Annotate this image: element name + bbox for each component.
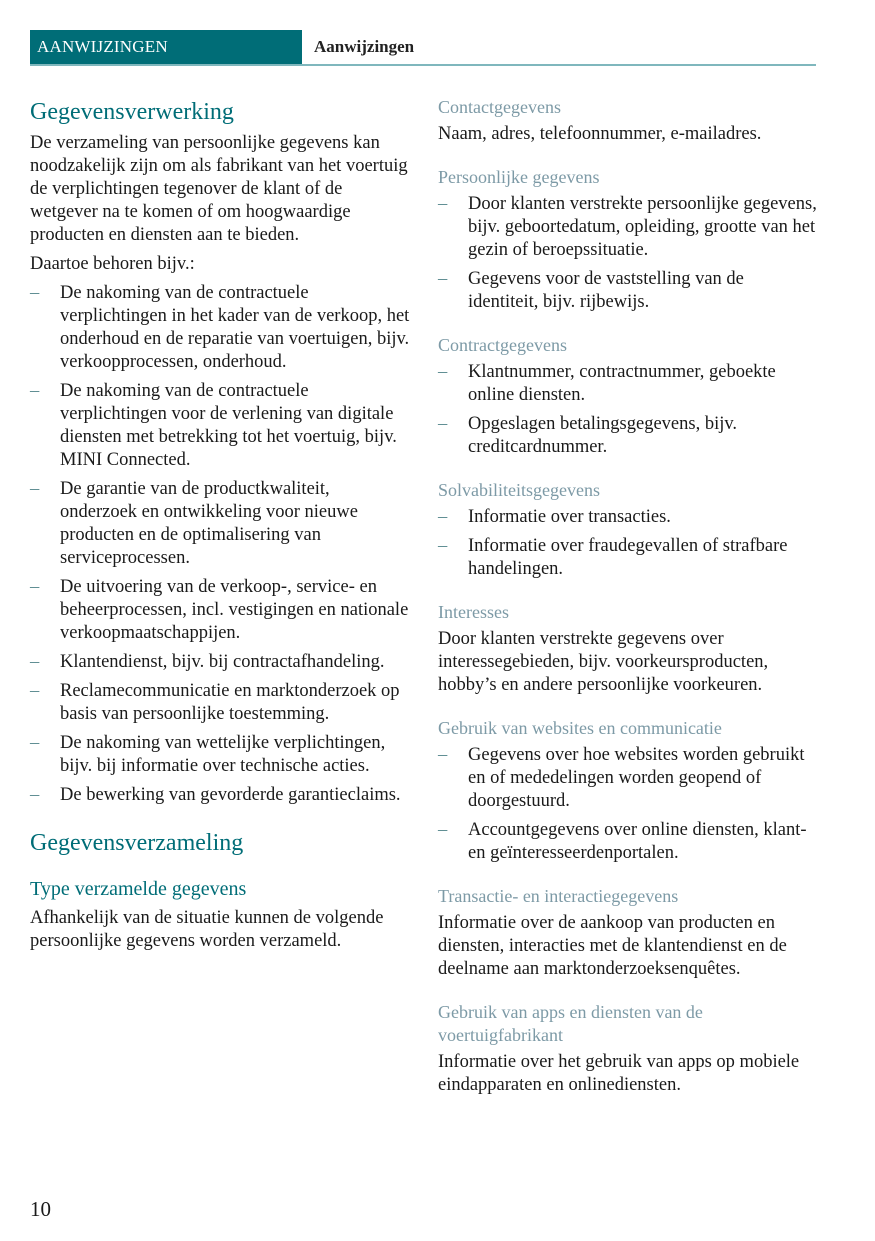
header-title: Aanwijzingen	[314, 37, 415, 56]
dash-bullet: –	[438, 745, 448, 765]
web-list	[438, 744, 818, 865]
dash-bullet: –	[438, 536, 448, 556]
dash-bullet: –	[438, 507, 448, 527]
heading-transactie-interactie: Transactie- en interactiegegevens	[438, 886, 679, 906]
list-item: – De nakoming van de contractuele verplichtingen voor de verlening van digitale diensten met betrekking tot het voertuig, bijv. MINI Connected.	[30, 381, 397, 470]
contract-list	[438, 361, 818, 459]
list-item: – Accountgegevens over online diensten, klant- en geïnteresseerdenportalen.	[438, 820, 807, 863]
heading-websites-communicatie: Gebruik van websites en communicatie	[438, 718, 722, 738]
list-item: – Reclamecommunicatie en marktonderzoek op basis van persoonlijke toestemming.	[30, 681, 400, 724]
transaction-paragraph: Informatie over de aankoop van producten en diensten, interacties met de klantendienst en de deelname aan marktonderzoeksenquêtes.	[438, 913, 787, 979]
right-column	[438, 96, 818, 1097]
list-item: – De nakoming van de contractuele verplichtingen in het kader van de verkoop, het onderhoud en de reparatie van voertuigen, bijv. verkoopprocessen, onderhoud.	[30, 283, 410, 372]
dash-bullet: –	[30, 381, 40, 401]
dash-bullet: –	[438, 194, 448, 214]
dash-bullet: –	[30, 479, 40, 499]
heading-gegevensverzameling: Gegevensverzameling	[30, 830, 244, 856]
lead-paragraph: Daartoe behoren bijv.:	[30, 254, 195, 274]
contact-paragraph: Naam, adres, telefoonnummer, e-mailadres.	[438, 124, 762, 144]
dash-bullet: –	[438, 820, 448, 840]
list-item: – Gegevens over hoe websites worden gebruikt en of mededelingen worden geopend of doorgestuurd.	[438, 745, 805, 811]
dash-bullet: –	[30, 681, 40, 701]
dash-bullet: –	[30, 577, 40, 597]
dash-bullet: –	[438, 414, 448, 434]
list-item: – Informatie over transacties.	[438, 507, 671, 527]
header-rule	[30, 64, 816, 66]
personal-list	[438, 193, 818, 314]
list-item: – Klantendienst, bijv. bij contractafhandeling.	[30, 652, 385, 672]
heading-type-verzamelde-gegevens: Type verzamelde gegevens	[30, 878, 247, 900]
list-item: – De nakoming van wettelijke verplichtingen, bijv. bij informatie over technische acties.	[30, 733, 386, 776]
list-item: – De bewerking van gevorderde garantieclaims.	[30, 785, 401, 805]
list-item: – De uitvoering van de verkoop-, service- en beheerprocessen, incl. vestigingen en nationale verkoopmaatschappijen.	[30, 577, 409, 643]
heading-apps-diensten: Gebruik van apps en diensten van de voertuigfabrikant	[438, 1002, 703, 1045]
heading-persoonlijke-gegevens: Persoonlijke gegevens	[438, 167, 600, 187]
dash-bullet: –	[30, 733, 40, 753]
heading-interesses: Interesses	[438, 602, 509, 622]
page-header	[30, 30, 816, 66]
list-item: – Gegevens voor de vaststelling van de identiteit, bijv. rijbewijs.	[438, 269, 744, 312]
dash-bullet: –	[30, 652, 40, 672]
list-item: – Door klanten verstrekte persoonlijke gegevens, bijv. geboortedatum, opleiding, grootte van het gezin of beroepssituatie.	[438, 194, 817, 260]
dash-bullet: –	[30, 283, 40, 303]
intro-paragraph: De verzameling van persoonlijke gegevens kan noodzakelijk zijn om als fabrikant van het voertuig de verplichtingen tegenover de klant of de wetgever na te komen of om hoogwaardige producten en diensten aan te bieden.	[30, 133, 408, 245]
page-number: 10	[30, 1197, 51, 1221]
dash-bullet: –	[30, 785, 40, 805]
list-item: – Klantnummer, contractnummer, geboekte online diensten.	[438, 362, 776, 405]
heading-contractgegevens: Contractgegevens	[438, 335, 567, 355]
dash-bullet: –	[438, 269, 448, 289]
heading-gegevensverwerking: Gegevensverwerking	[30, 99, 234, 125]
apps-paragraph: Informatie over het gebruik van apps op mobiele eindapparaten en onlinediensten.	[438, 1052, 800, 1095]
heading-contactgegevens: Contactgegevens	[438, 97, 561, 117]
section-tab: AANWIJZINGEN	[30, 30, 302, 65]
left-column	[30, 96, 410, 953]
list-item: – Opgeslagen betalingsgegevens, bijv. creditcardnummer.	[438, 414, 738, 457]
solvability-list	[438, 506, 818, 581]
dash-bullet: –	[438, 362, 448, 382]
list-item: – Informatie over fraudegevallen of strafbare handelingen.	[438, 536, 788, 579]
purpose-list	[30, 282, 410, 807]
heading-solvabiliteitsgegevens: Solvabiliteitsgegevens	[438, 480, 600, 500]
list-item: – De garantie van de productkwaliteit, onderzoek en ontwikkeling voor nieuwe producten en de optimalisering van serviceprocessen.	[30, 479, 358, 568]
interests-paragraph: Door klanten verstrekte gegevens over interessegebieden, bijv. voorkeursproducten, hobby’s en andere persoonlijke voorkeuren.	[438, 629, 769, 695]
type-paragraph: Afhankelijk van de situatie kunnen de volgende persoonlijke gegevens worden verzameld.	[30, 908, 384, 951]
